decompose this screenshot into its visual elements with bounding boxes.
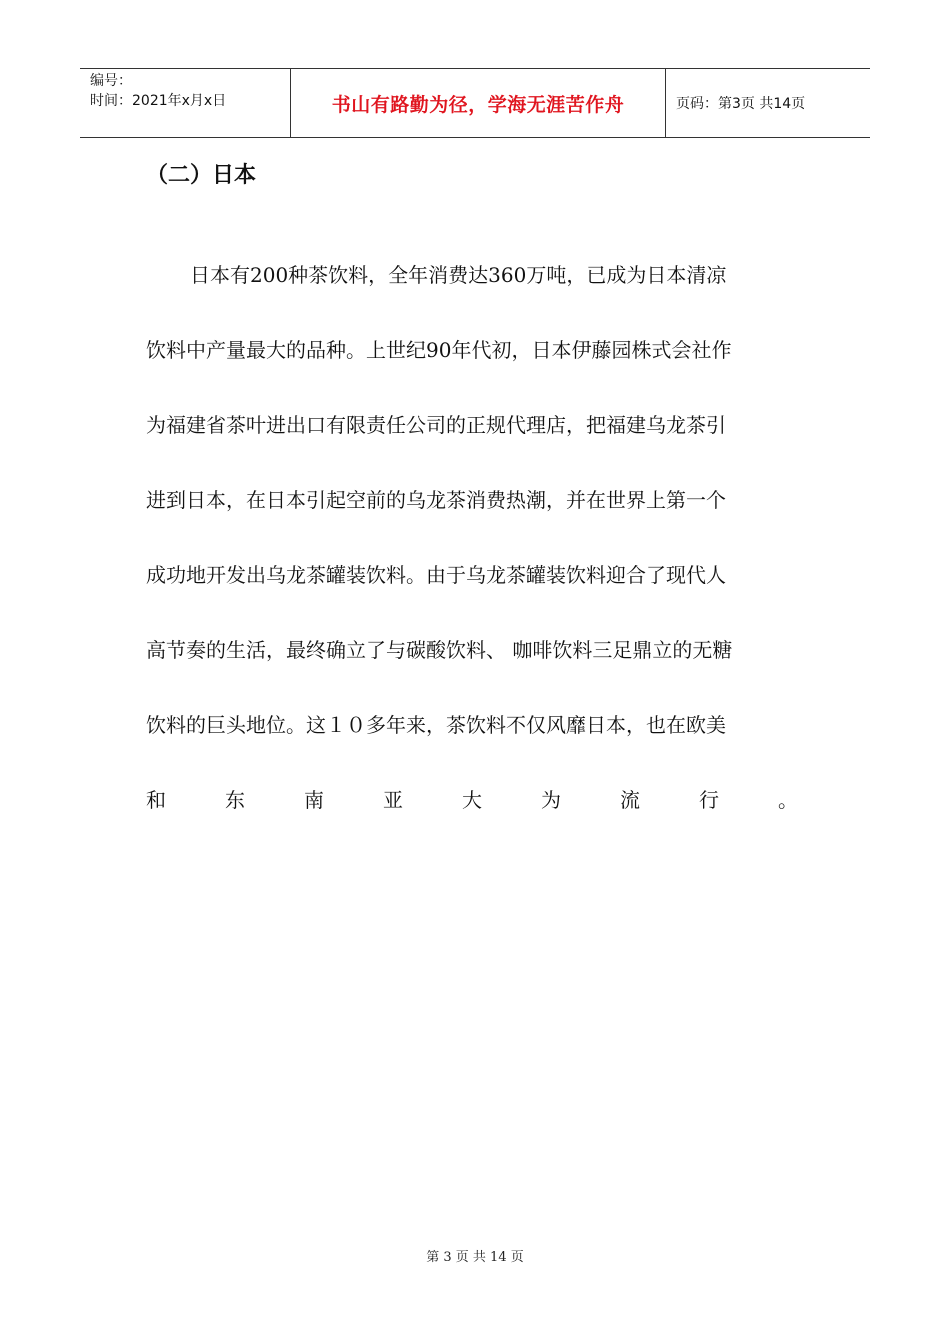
number-label: 编号： <box>90 73 132 89</box>
last-line-char: 亚 <box>383 788 403 812</box>
paragraph-line: 饮料的巨头地位。这１０多年来，茶饮料不仅风靡日本，也在欧美 <box>146 713 726 737</box>
last-line-char: 和 <box>146 788 166 812</box>
header-page-info <box>666 69 805 137</box>
page-header <box>80 68 870 138</box>
paragraph-line: 为福建省茶叶进出口有限责任公司的正规代理店，把福建乌龙茶引 <box>146 413 726 437</box>
header-meta <box>80 69 290 137</box>
last-line-char: 。 <box>778 788 798 812</box>
last-line-char: 大 <box>462 788 482 812</box>
header-motto <box>290 69 666 137</box>
paragraph-line: 进到日本，在日本引起空前的乌龙茶消费热潮，并在世界上第一个 <box>146 488 726 512</box>
page-info-text: 页码：第3页 共14页 <box>676 96 806 112</box>
page-footer: 第 3 页 共 14 页 <box>426 1250 524 1265</box>
last-line-char: 南 <box>304 788 324 812</box>
last-line-char: 流 <box>620 788 640 812</box>
paragraph-last-line <box>146 763 798 838</box>
paragraph-line: 成功地开发出乌龙茶罐装饮料。由于乌龙茶罐装饮料迎合了现代人 <box>146 563 726 587</box>
last-line-char: 行 <box>699 788 719 812</box>
motto-text: 书山有路勤为径，学海无涯苦作舟 <box>331 93 625 116</box>
paragraph-line: 饮料中产量最大的品种。上世纪90年代初，日本伊藤园株式会社作 <box>146 338 732 362</box>
body-paragraph <box>146 238 806 838</box>
paragraph-line: 高节奏的生活，最终确立了与碳酸饮料、 咖啡饮料三足鼎立的无糖 <box>146 638 733 662</box>
last-line-char: 为 <box>541 788 561 812</box>
section-title: （二）日本 <box>146 163 257 188</box>
paragraph-line: 日本有200种茶饮料，全年消费达360万吨，已成为日本清凉 <box>190 263 727 287</box>
time-label: 时间：2021年x月x日 <box>90 93 227 109</box>
last-line-char: 东 <box>225 788 245 812</box>
